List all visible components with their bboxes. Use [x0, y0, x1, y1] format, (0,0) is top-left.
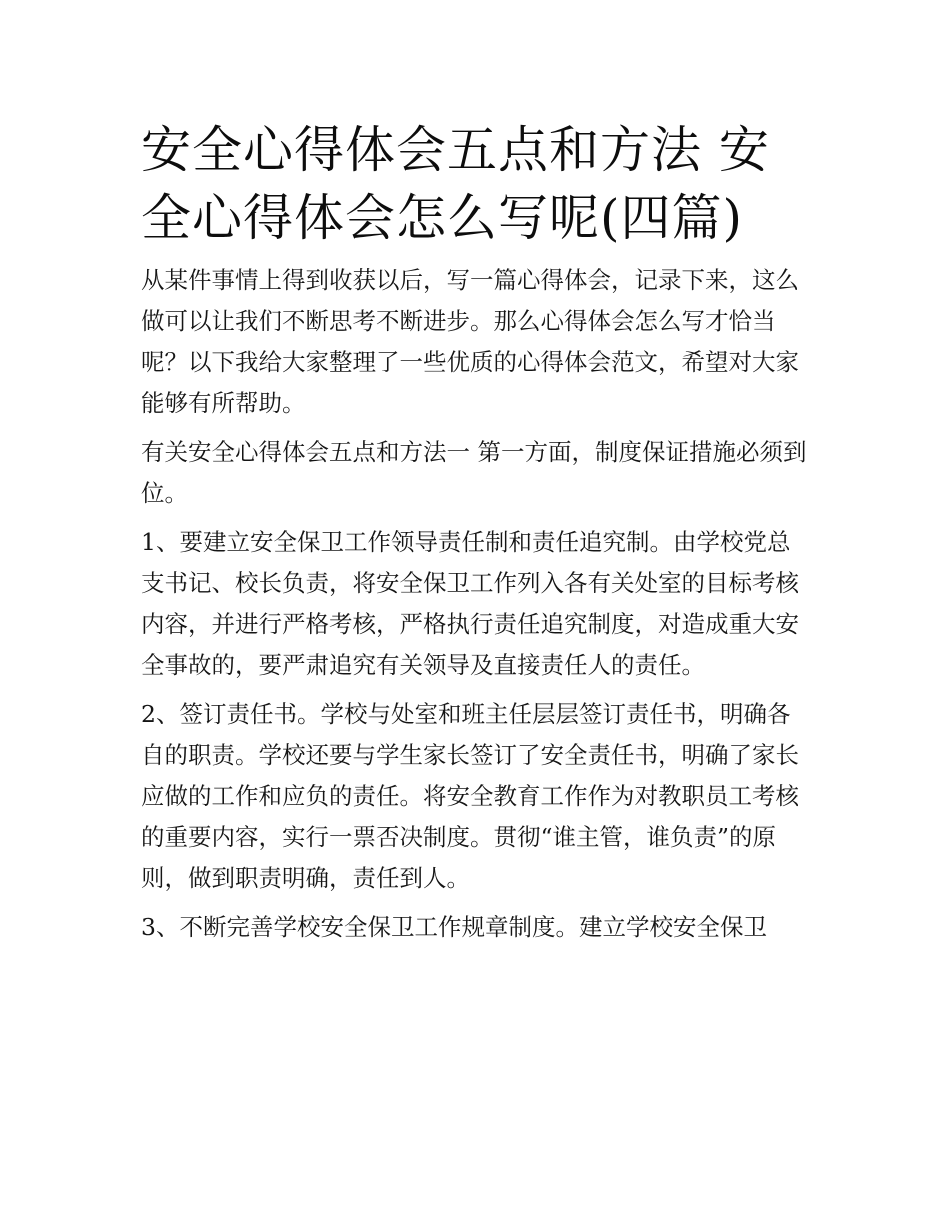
paragraph-item-3: 3、不断完善学校安全保卫工作规章制度。建立学校安全保卫: [141, 913, 767, 941]
paragraph-item-1: 1、要建立安全保卫工作领导责任制和责任追究制。由学校党总支书记、校长负责，将安全保卫工作列入各有关处室的目标考核内容，并进行严格考核，严格执行责任追究制度，对造成重大安全事故的，要严肃追究有关领导及直接责任人的责任。: [141, 528, 799, 679]
document-title: 安全心得体会五点和方法 安全心得体会怎么写呢(四篇): [141, 121, 770, 247]
paragraph-item-2: 2、签订责任书。学校与处室和班主任层层签订责任书，明确各自的职责。学校还要与学生家长签订了安全责任书，明确了家长应做的工作和应负的责任。将安全教育工作作为对教职员工考核的重要内容，实行一票否决制度。贯彻“谁主管，谁负责”的原则，做到职责明确，责任到人。: [141, 700, 799, 892]
paragraph-intro: 从某件事情上得到收获以后，写一篇心得体会，记录下来，这么做可以让我们不断思考不断进步。那么心得体会怎么写才恰当呢？以下我给大家整理了一些优质的心得体会范文，希望对大家能够有所帮助。: [141, 266, 799, 417]
paragraph-section-1: 有关安全心得体会五点和方法一 第一方面，制度保证措施必须到位。: [141, 438, 807, 507]
document-body: [141, 116, 813, 956]
